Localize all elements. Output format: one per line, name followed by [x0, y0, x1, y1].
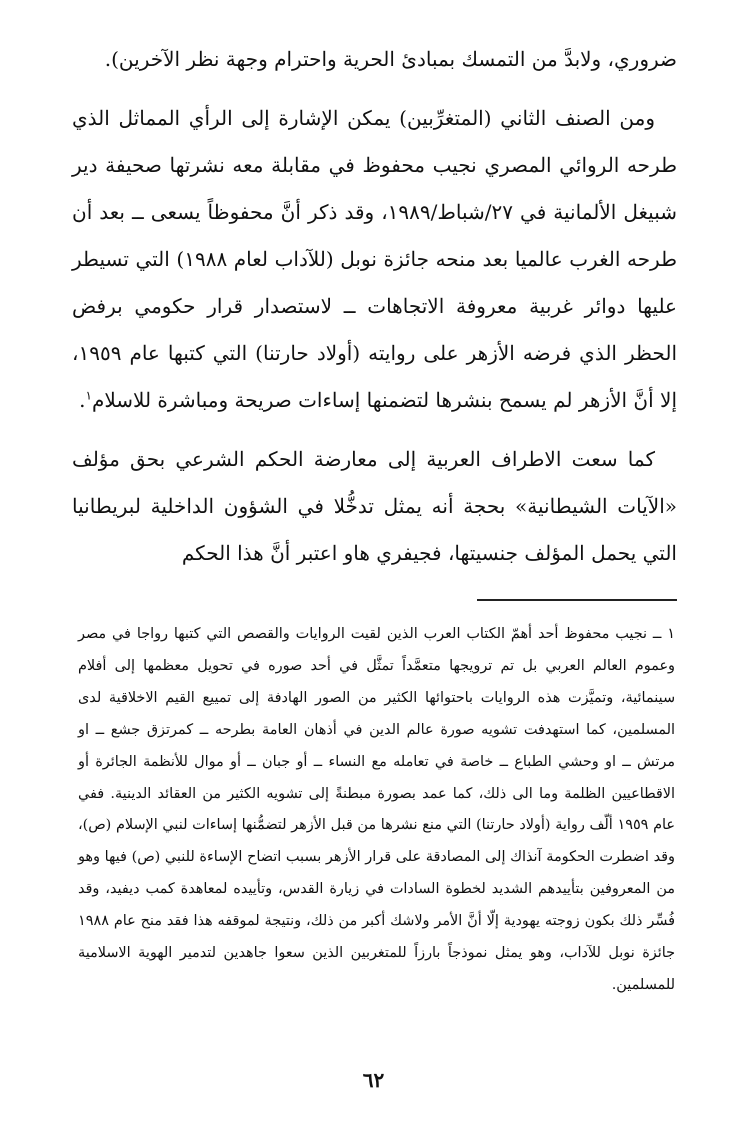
page-number: ٦٢ — [362, 1068, 385, 1092]
paragraph-mahfouz-end: . — [79, 388, 86, 412]
footnote-text: ١ ــ نجيب محفوظ أحد أهمّ الكتاب العرب الذين لقيت الروايات والقصص التي كتبها رواجا في مصر وعموم العالم العربي بل تم ترويجها متعمَّداً تمثَّل في أحد صوره في تحويل معظمها إلى أفلام سينمائية، وتميَّزت هذه الروايات باحتوائها الكثير من الصور الهادفة إلى تمييع القيم الاخلاقية لدى المسلمين، كما استهدفت تشويه صورة عالم الدين في أذهان العامة بطرحه ــ كمرتزق جشع ــ او مرتش ــ او وحشي الطباع ــ خاصة في تعامله مع النساء ــ أو جبان ــ أو موال للأنظمة الجائرة أو الاقطاعيين الظلمة وما الى ذلك، كما عمد بصورة مبطنةً إلى تشويه الكثير من العقائد الدينية. ففي عام ١٩٥٩ ألّف رواية (أولاد حارتنا) التي منع نشرها من قبل الأزهر لتضمُّنها إساءات لنبي الإسلام (ص)، وقد اضطرت الحكومة آنذاك إلى المصادقة على قرار الأزهر بسبب اتضاح الإساءة للنبي (ص) فيها وهو من المعروفين بتأييدهم الشديد لخطوة السادات في زيارة القدس، وتأييده لمعاهدة كمب ديفيد، وقد فُسِّر ذلك بكون زوجته يهودية إلّا أنَّ الأمر ولاشك أكبر من ذلك، ونتيجة لموقفه هذا فقد منح عام ١٩٨٨ جائزة نوبل للآداب، وهو يمثل نموذجاً بارزاً للمتغربين الذين سعوا جاهدين لتدمير الهوية الاسلامية للمسلمين. — [78, 626, 675, 993]
main-text — [72, 36, 677, 577]
paragraph-mahfouz — [72, 95, 677, 424]
footnote-reference[interactable]: ١ — [85, 388, 92, 403]
paragraph-continuation: ضروري، ولابدَّ من التمسك بمبادئ الحرية واحترام وجهة نظر الآخرين). — [104, 47, 677, 71]
paragraph-mahfouz-text: ومن الصنف الثاني (المتغرِّبين) يمكن الإشارة إلى الرأي المماثل الذي طرحه الروائي المصري نجيب محفوظ في مقابلة معه نشرتها صحيفة دير شبيغل الألمانية في ٢٧/شباط/١٩٨٩، وقد ذكر أنَّ محفوظاً يسعى ــ بعد أن طرحه الغرب عالميا بعد منحه جائزة نوبل (للآداب لعام ١٩٨٨) التي تسيطر عليها دوائر غربية معروفة الاتجاهات ــ لاستصدار قرار حكومي برفض الحظر الذي فرضه الأزهر على روايته (أولاد حارتنا) التي كتبها عام ١٩٥٩، إلا أنَّ الأزهر لم يسمح بنشرها لتضمنها إساءات صريحة ومباشرة للاسلام — [72, 106, 678, 412]
paragraph-arab-parties: كما سعت الاطراف العربية إلى معارضة الحكم الشرعي بحق مؤلف «الآيات الشيطانية» بحجة أنه يمثل تدخُّلا في الشؤون الداخلية لبريطانيا التي يحمل المؤلف جنسيتها، فجيفري هاو اعتبر أنَّ هذا الحكم — [72, 447, 677, 565]
footnote-divider — [477, 599, 677, 601]
